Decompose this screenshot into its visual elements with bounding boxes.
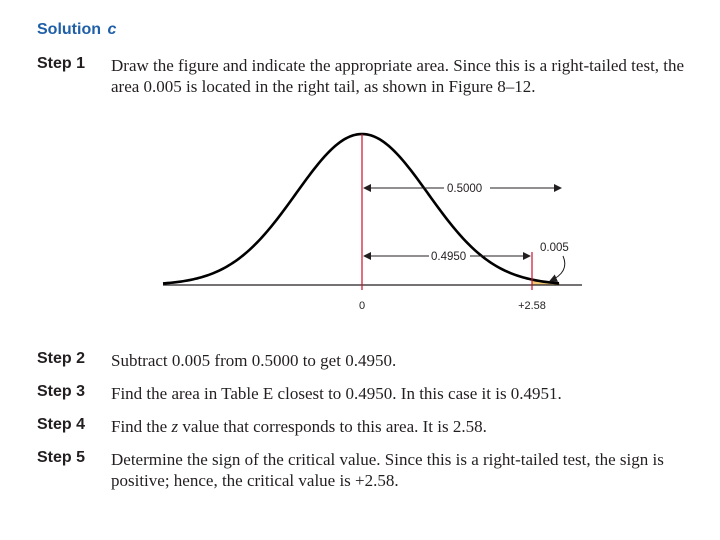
step-1-text: Draw the figure and indicate the appropriate area. Since this is a right-tailed test, the area 0.005 is located in the right tail, as shown in Figure 8–12. <box>111 56 685 96</box>
step-5-label: Step 5 <box>37 449 86 466</box>
tick-label-critical: +2.58 <box>518 300 546 312</box>
half-area-label: 0.5000 <box>447 183 483 195</box>
tick-label-zero: 0 <box>358 300 366 312</box>
step-4-label: Step 4 <box>37 416 86 433</box>
step-5-text: Determine the sign of the critical value. Since this is a right-tailed test, the sign is positive; hence, the critical value is +2.58. <box>111 450 664 490</box>
tail-area-label: 0.005 <box>540 242 569 254</box>
normal-curve <box>163 134 559 283</box>
step-3-text: Find the area in Table E closest to 0.4950. In this case it is 0.4951. <box>111 384 562 403</box>
solution-heading-word: Solution <box>37 21 101 38</box>
step-1-label: Step 1 <box>37 55 86 72</box>
tail-pointer-arrow <box>550 256 565 281</box>
step-4-variable: z <box>171 417 179 436</box>
step-4-text-post: value that corresponds to this area. It is 2.58. <box>178 417 487 436</box>
between-area-label: 0.4950 <box>431 251 467 263</box>
step-4-text-pre: Find the <box>111 417 172 436</box>
step-3-label: Step 3 <box>37 383 86 400</box>
solution-heading-letter: c <box>107 21 117 38</box>
step-4-text <box>111 416 686 437</box>
step-2-text: Subtract 0.005 from 0.5000 to get 0.4950. <box>111 351 397 370</box>
step-2-label: Step 2 <box>37 350 86 367</box>
